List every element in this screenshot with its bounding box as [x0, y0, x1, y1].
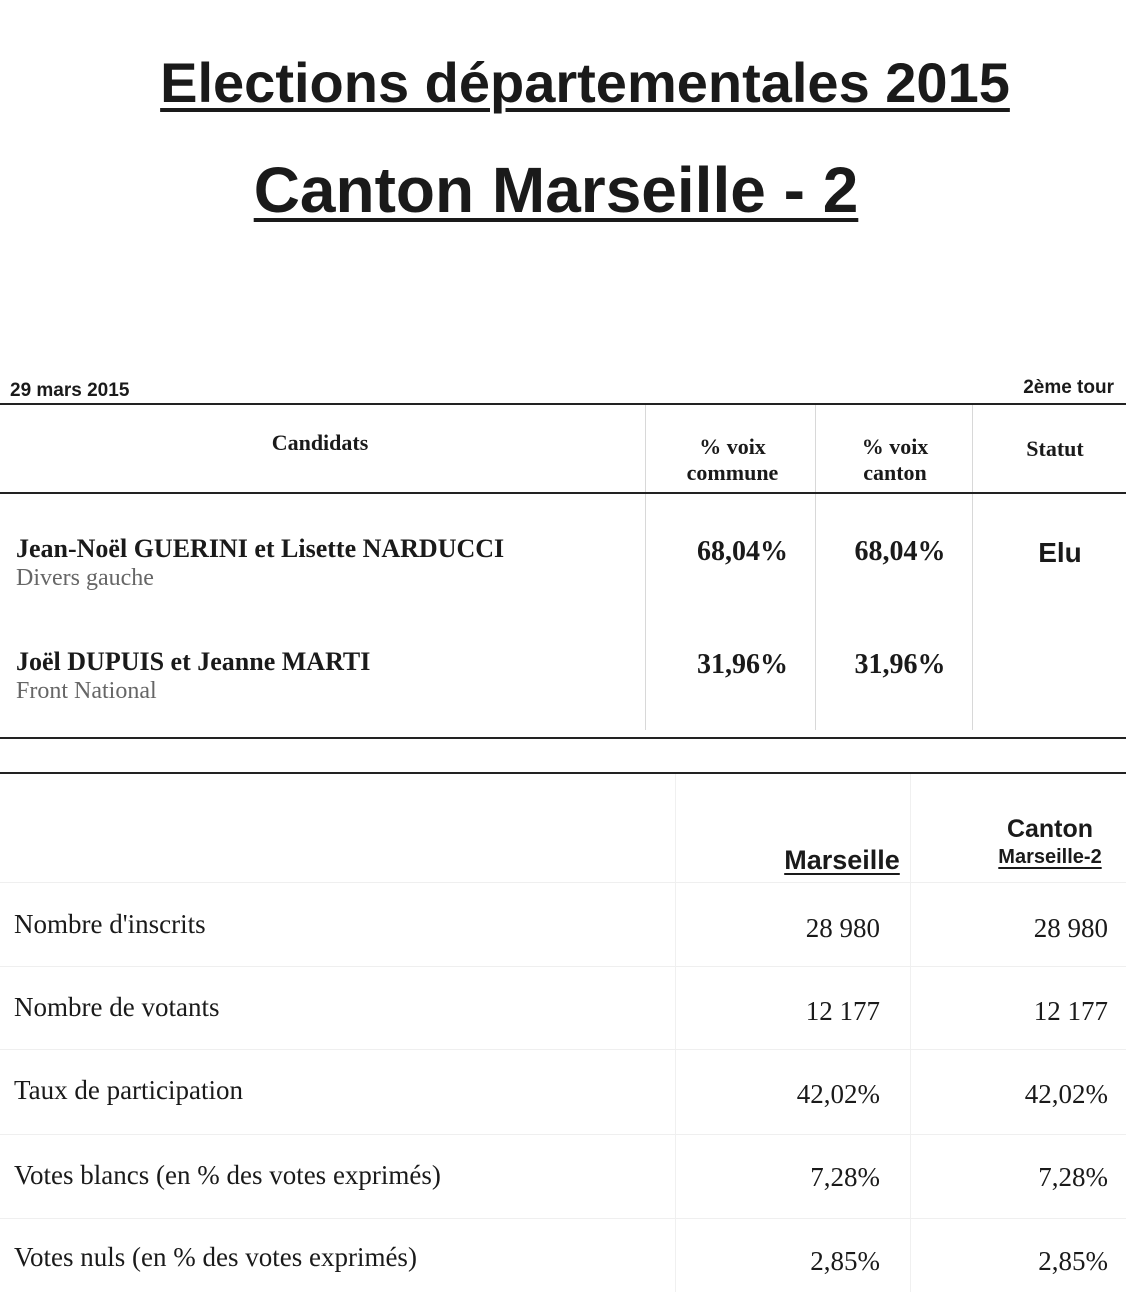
- stat-label: Votes nuls (en % des votes exprimés): [14, 1242, 417, 1272]
- candidate-pct-commune: 31,96%: [697, 649, 788, 680]
- table-top-rule: [0, 403, 1126, 405]
- column-divider: [645, 405, 646, 730]
- document-subtitle: Canton Marseille - 2: [253, 154, 859, 226]
- stat-value-marseille: 7,28%: [810, 1162, 880, 1192]
- stat-value-canton: 28 980: [1033, 913, 1108, 943]
- candidate-party: Front National: [16, 678, 157, 704]
- row-separator: [0, 1134, 1126, 1135]
- stat-value-canton: 2,85%: [1038, 1246, 1108, 1276]
- candidate-pct-canton: 68,04%: [854, 536, 946, 567]
- stat-label: Taux de participation: [14, 1075, 244, 1105]
- stat-value-canton: 12 177: [1033, 996, 1108, 1026]
- stat-value-marseille: 12 177: [805, 996, 880, 1026]
- column-divider: [910, 774, 911, 1292]
- header-candidates: Candidats: [271, 430, 369, 455]
- stat-label: Votes blancs (en % des votes exprimés): [14, 1160, 441, 1190]
- document-title: Elections départementales 2015: [160, 51, 1010, 114]
- candidate-name: Jean-Noël GUERINI et Lisette NARDUCCI: [16, 534, 505, 563]
- column-header-canton: Canton Marseille-2: [998, 815, 1102, 868]
- row-separator: [0, 1049, 1126, 1050]
- stat-value-marseille: 28 980: [805, 913, 880, 943]
- candidate-status: Elu: [1038, 537, 1082, 568]
- row-separator: [0, 1218, 1126, 1219]
- election-date: 29 mars 2015: [10, 380, 130, 401]
- stats-top-rule: [0, 772, 1126, 774]
- table-bottom-rule: [0, 737, 1126, 739]
- row-separator: [0, 966, 1126, 967]
- header-pct-canton: % voix canton: [861, 434, 929, 485]
- candidate-pct-commune: 68,04%: [697, 536, 788, 567]
- candidate-pct-canton: 31,96%: [854, 649, 946, 680]
- stat-value-marseille: 2,85%: [810, 1246, 880, 1276]
- header-rule: [0, 492, 1126, 494]
- stat-value-canton: 42,02%: [1024, 1079, 1108, 1109]
- stat-label: Nombre de votants: [14, 992, 220, 1022]
- stat-label: Nombre d'inscrits: [14, 909, 206, 939]
- candidate-party: Divers gauche: [16, 565, 154, 591]
- candidate-name: Joël DUPUIS et Jeanne MARTI: [16, 647, 371, 676]
- header-status: Statut: [1026, 436, 1084, 461]
- election-round: 2ème tour: [1023, 377, 1114, 398]
- column-divider: [675, 774, 676, 1292]
- header-pct-commune: % voix commune: [686, 434, 779, 485]
- row-separator: [0, 882, 1126, 883]
- stat-value-canton: 7,28%: [1038, 1162, 1108, 1192]
- candidate-row: [16, 534, 504, 592]
- column-header-marseille: Marseille: [784, 845, 900, 875]
- stat-value-marseille: 42,02%: [796, 1079, 880, 1109]
- candidate-row: [16, 647, 370, 705]
